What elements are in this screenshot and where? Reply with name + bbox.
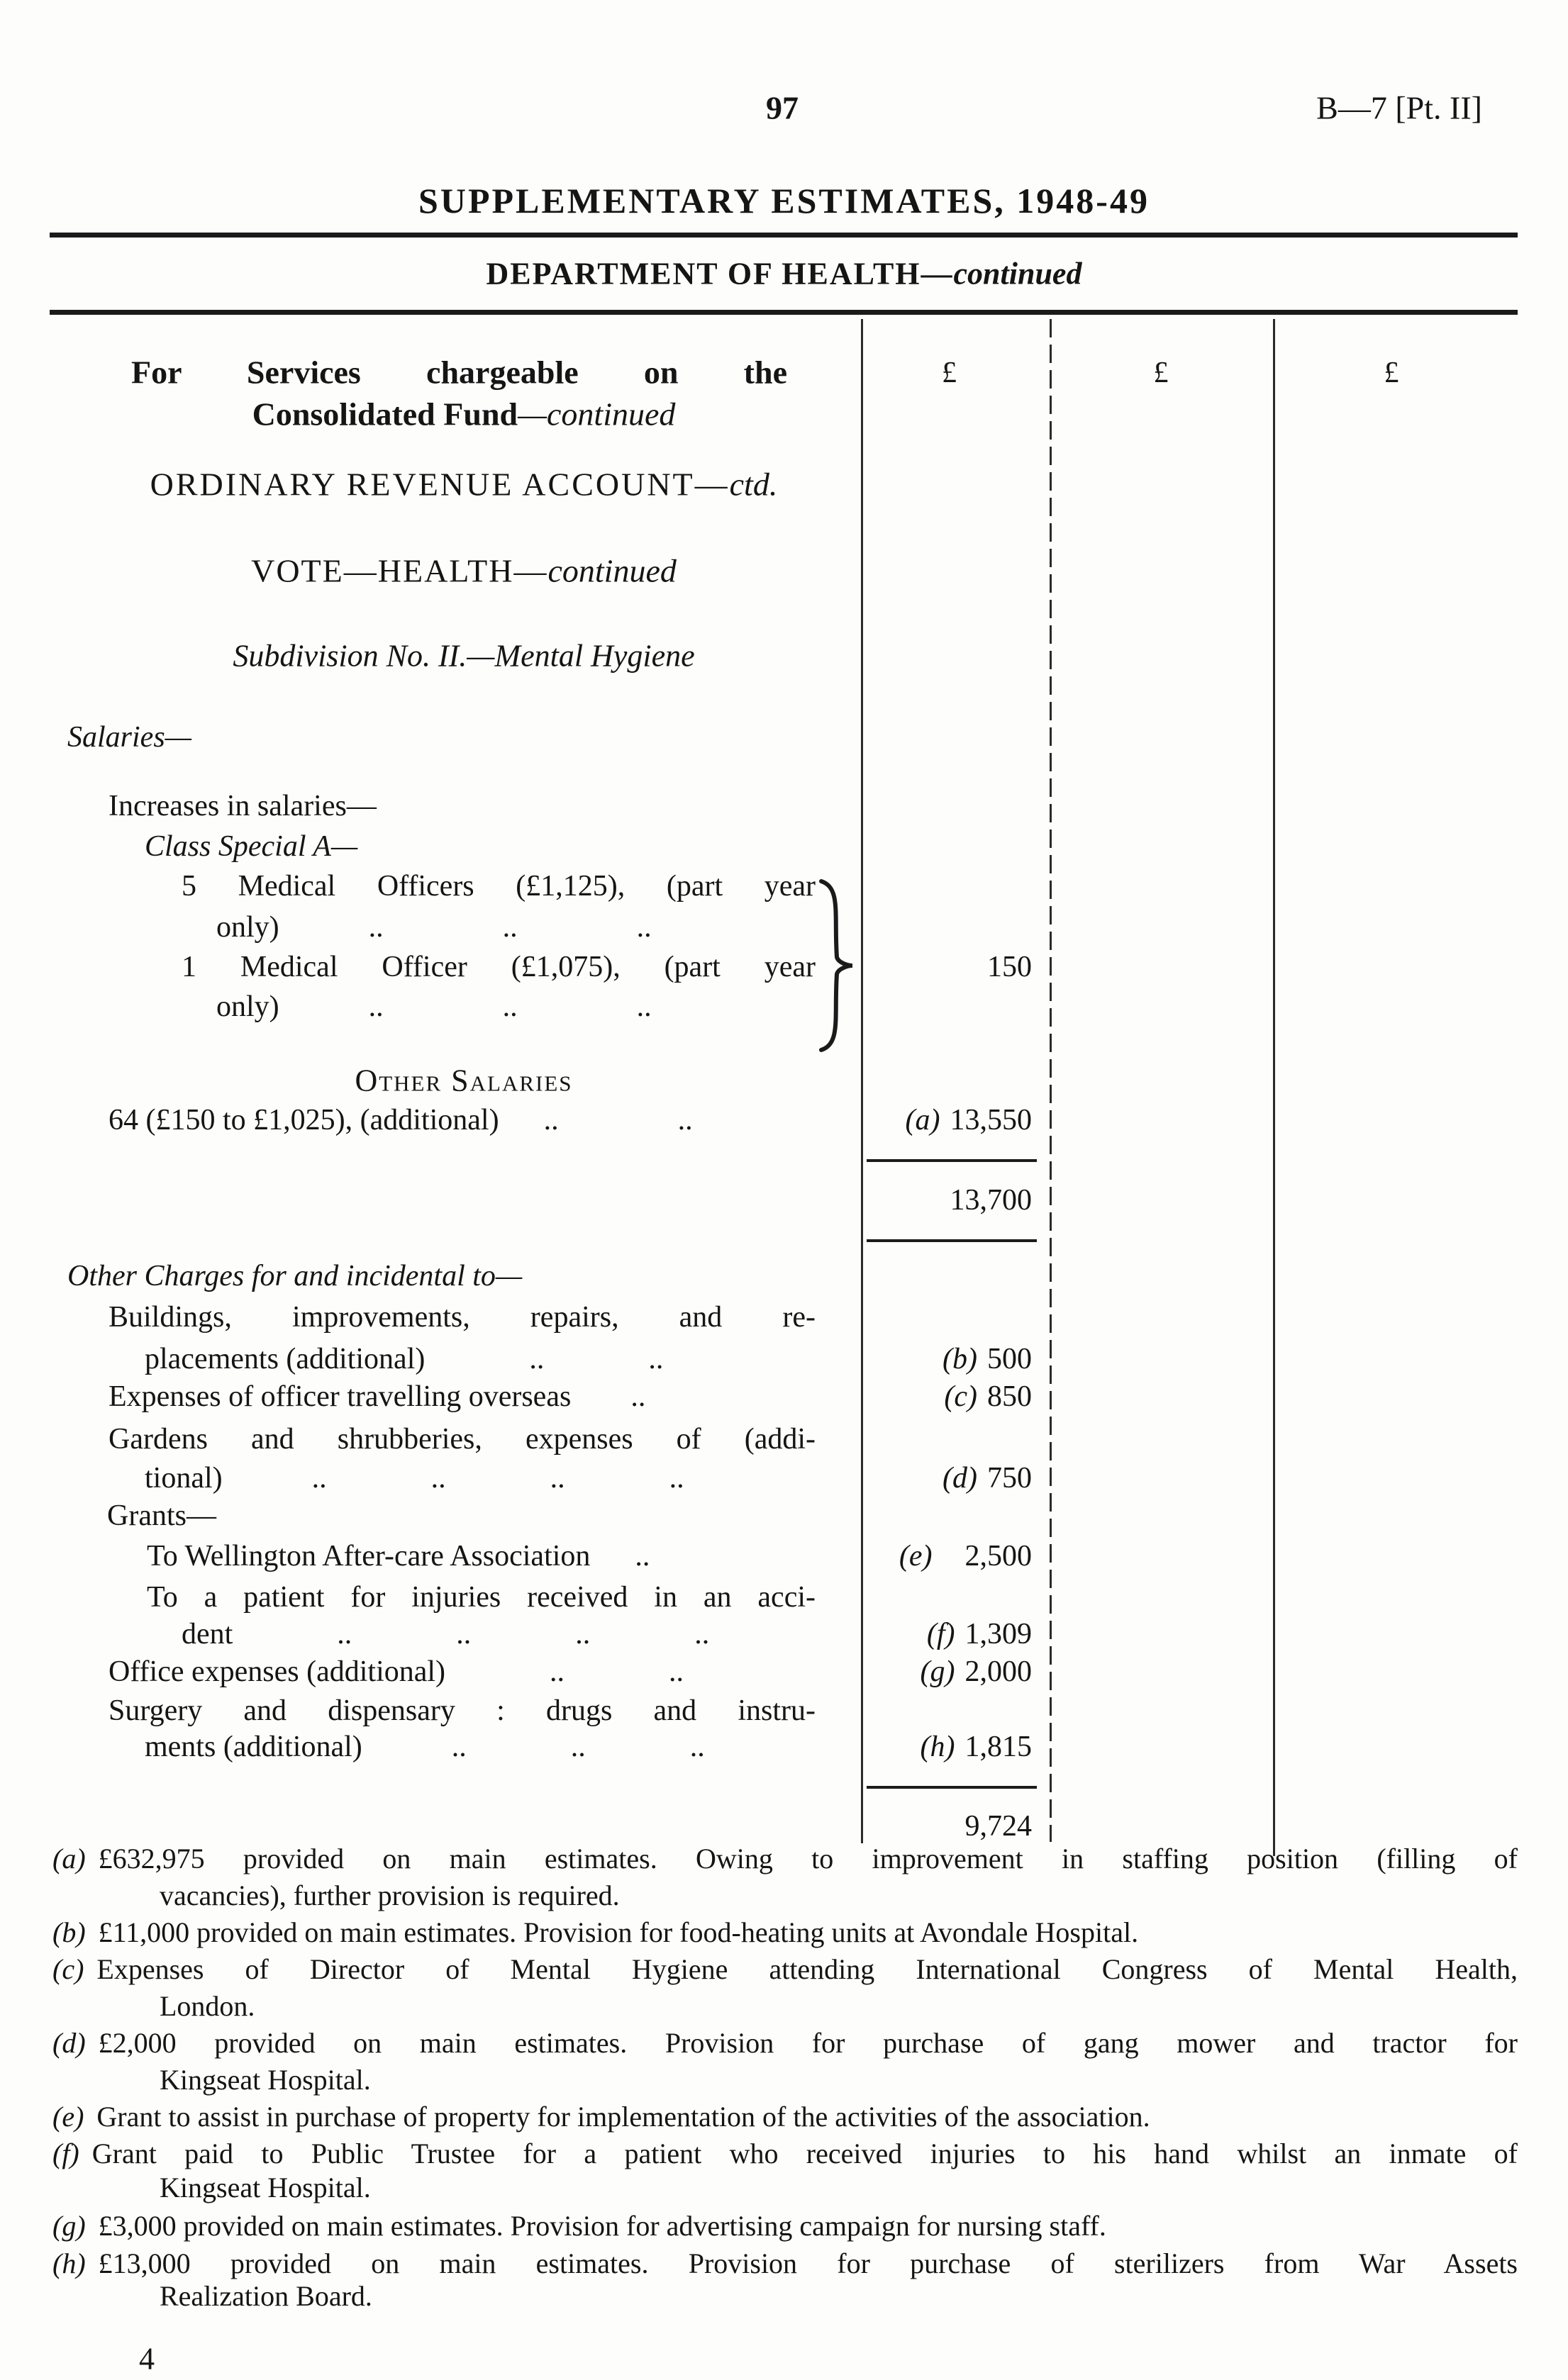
row-buildings-2: placements (additional) .. .. — [145, 1343, 664, 1375]
department-heading — [0, 256, 1568, 292]
row-other-charges: Other Charges for and incidental to— — [67, 1260, 523, 1292]
row-patient-1: To a patient for injuries received in an acci- — [147, 1581, 816, 1614]
row-office: Office expenses (additional) .. .. — [109, 1655, 684, 1688]
value-total: 9,724 — [964, 1810, 1032, 1843]
value-d: (d) 750 — [943, 1462, 1032, 1495]
footnote-b-line1: (b) £11,000 provided on main estimates. Provision for food-heating units at Avondale Hospital. — [52, 1916, 1139, 1948]
col-divider-1 — [861, 319, 863, 1843]
subdivision-heading: Subdivision No. II.—Mental Hygiene — [233, 638, 695, 674]
rule-top — [50, 233, 1518, 238]
page-number: 97 — [766, 89, 799, 126]
row-gardens-1: Gardens and shrubberies, expenses of (addi- — [109, 1423, 816, 1456]
value-h: (h) 1,815 — [920, 1731, 1032, 1763]
sum-rule-1 — [867, 1159, 1037, 1162]
account-name: ORDINARY REVENUE ACCOUNT— — [150, 466, 730, 503]
sum-rule-2 — [867, 1239, 1037, 1242]
row-increases: Increases in salaries— — [109, 790, 377, 822]
row-other-salaries: 64 (£150 to £1,025), (additional) .. .. — [109, 1104, 693, 1136]
row-gardens-2: tional) .. .. .. .. — [145, 1462, 684, 1495]
row-mo5-line1: 5 Medical Officers (£1,125), (part year — [182, 870, 816, 903]
footnote-f-line2: Kingseat Hospital. — [160, 2172, 371, 2203]
value-b: (b) 500 — [943, 1343, 1032, 1375]
row-grants: Grants— — [107, 1499, 216, 1532]
sum-rule-3 — [867, 1786, 1037, 1789]
value-subtotal: 13,700 — [950, 1184, 1032, 1217]
department-continued: continued — [953, 256, 1082, 291]
footnote-a-line1: (a) £632,975 provided on main estimates. Owing to improvement in staffing position (filling of — [52, 1843, 1518, 1875]
footnote-h-line1: (h) £13,000 provided on main estimates. Provision for purchase of sterilizers from War Assets — [52, 2247, 1518, 2279]
row-surgery-2: ments (additional) .. .. .. — [145, 1731, 705, 1763]
value-f: (f) 1,309 — [926, 1618, 1032, 1650]
value-g: (g) 2,000 — [920, 1655, 1032, 1688]
account-heading — [67, 466, 861, 503]
row-salaries: Salaries— — [67, 721, 192, 754]
row-mo5-line2: only) .. .. .. — [216, 911, 652, 944]
pound-header-1: £ — [942, 357, 957, 389]
vote-continued: continued — [547, 552, 677, 589]
department-name: DEPARTMENT OF HEALTH— — [486, 256, 954, 291]
row-patient-2: dent .. .. .. .. — [182, 1618, 710, 1650]
row-class-special: Class Special A— — [145, 830, 358, 863]
footnote-g-line1: (g) £3,000 provided on main estimates. Provision for advertising campaign for nursing staff. — [52, 2210, 1106, 2242]
grouping-brace-icon — [814, 878, 858, 1054]
value-a: (a) 13,550 — [905, 1104, 1032, 1136]
col-divider-2 — [1050, 319, 1052, 1842]
footnote-c-line1: (c) Expenses of Director of Mental Hygiene attending International Congress of Mental Health, — [52, 1953, 1518, 1985]
account-ctd: ctd. — [729, 466, 778, 503]
pound-header-2: £ — [1153, 357, 1169, 389]
row-mo1-line1: 1 Medical Officer (£1,075), (part year — [182, 951, 816, 983]
footnote-d-line2: Kingseat Hospital. — [160, 2064, 371, 2096]
footnote-h-line2: Realization Board. — [160, 2280, 372, 2312]
rule-table-top — [50, 310, 1518, 315]
col-divider-3 — [1273, 319, 1275, 1856]
row-surgery-1: Surgery and dispensary : drugs and instru- — [109, 1694, 816, 1727]
document-title: SUPPLEMENTARY ESTIMATES, 1948-49 — [418, 181, 1150, 220]
footnote-e-line1: (e) Grant to assist in purchase of property for implementation of the activities of the association. — [52, 2101, 1150, 2133]
stub-heading-line2 — [67, 396, 861, 433]
footnote-c-line2: London. — [160, 1990, 255, 2022]
vote-name: VOTE—HEALTH— — [251, 552, 548, 589]
footnote-d-line1: (d) £2,000 provided on main estimates. Provision for purchase of gang mower and tractor for — [52, 2027, 1518, 2059]
value-e: (e) 2,500 — [899, 1540, 1032, 1572]
value-c: (c) 850 — [944, 1380, 1032, 1413]
pound-header-3: £ — [1384, 357, 1399, 389]
signature-mark: 4 — [139, 2341, 155, 2376]
row-mo1-line2: only) .. .. .. — [216, 990, 652, 1023]
other-salaries-heading: Other Salaries — [355, 1063, 573, 1098]
row-expenses: Expenses of officer travelling overseas .. — [109, 1380, 646, 1413]
footnote-a-line2: vacancies), further provision is required. — [160, 1879, 620, 1911]
stub-heading-line1: For Services chargeable on the — [131, 354, 787, 391]
doc-reference: B—7 [Pt. II] — [1316, 89, 1482, 126]
vote-heading — [67, 552, 861, 590]
consolidated-fund-label: Consolidated Fund — [252, 396, 518, 432]
footnote-f-line1: (f) Grant paid to Public Trustee for a patient who received injuries to his hand whilst an inmate of — [52, 2138, 1518, 2169]
consolidated-fund-continued: —continued — [518, 396, 676, 432]
value-part-year: 150 — [987, 951, 1032, 983]
row-wellington: To Wellington After-care Association .. — [147, 1540, 650, 1572]
row-buildings-1: Buildings, improvements, repairs, and re- — [109, 1301, 816, 1334]
